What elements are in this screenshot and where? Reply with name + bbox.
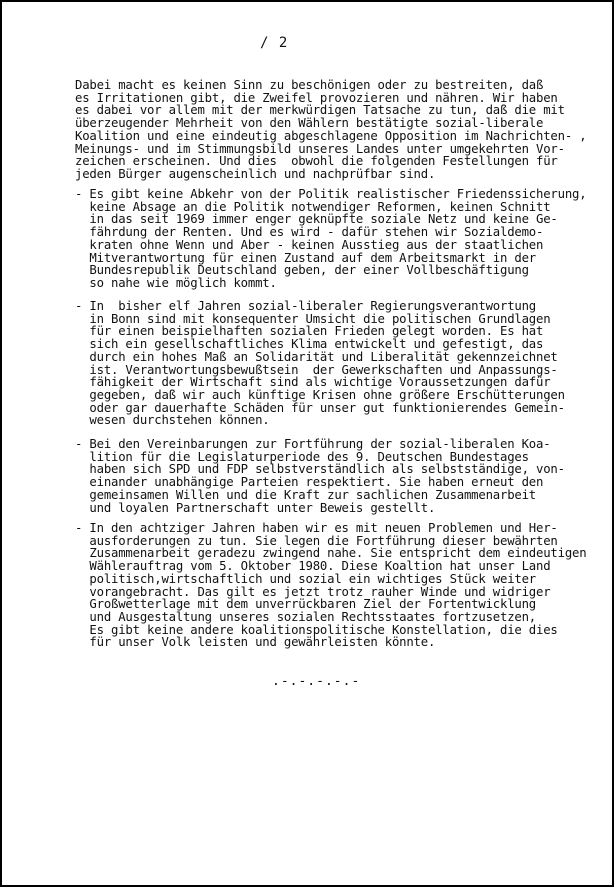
text-line: durch ein hohes Maß an Solidarität und Liberalität gekennzeichnet — [75, 349, 558, 364]
text-line: zeichen erscheinen. Und dies obwohl die folgenden Festellungen für — [75, 154, 558, 169]
text-line: ist. Verantwortungsbewußtsein der Gewerkschaften und Anpassungs- — [75, 362, 558, 377]
text-line: Wählerauftrag vom 5. Oktober 1980. Diese Koaltion hat unser Land — [75, 559, 551, 574]
text-line: Zusammenarbeit geradezu zwingend nahe. Sie entspricht dem eindeutigen — [75, 546, 587, 561]
text-line: kraten ohne Wenn und Aber - keinen Ausstieg aus der staatlichen — [75, 237, 544, 252]
text-line: für unser Volk leisten und gewährleisten könnte. — [75, 635, 436, 650]
text-line: fährdung der Renten. Und es wird - dafür stehen wir Sozialdemo- — [75, 225, 544, 240]
text-line: sich ein gesellschaftliches Klima entwickelt und gefestigt, das — [75, 337, 544, 352]
closing-mark: .-.-.-.-.- — [272, 674, 361, 689]
text-line: in das seit 1969 immer enger geknüpfte soziale Netz und keine Ge- — [75, 212, 558, 227]
text-line: Dabei macht es keinen Sinn zu beschönigen oder zu bestreiten, daß — [75, 78, 544, 92]
text-line: es dabei vor allem mit der merkwürdigen Tatsache zu tun, daß die mit — [75, 103, 565, 118]
text-line: überzeugender Mehrheit von den Wählern bestätigte sozial-liberale — [75, 116, 544, 131]
text-line: Großwetterlage mit dem unverrückbaren Ziel der Fortentwicklung — [75, 597, 537, 612]
text-line: - Bei den Vereinbarungen zur Fortführung der sozial-liberalen Koa- — [75, 437, 551, 451]
text-line: vorangebracht. Das gilt es jetzt trotz rauher Winde und widriger — [75, 584, 551, 599]
bullet-paragraph-4 — [75, 522, 605, 649]
text-line: politisch,wirtschaftlich und sozial ein wichtiges Stück weiter — [75, 571, 537, 586]
bullet-paragraph-3 — [75, 438, 605, 514]
bullet-paragraph-2 — [75, 300, 605, 427]
text-line: es Irritationen gibt, die Zweifel provozieren und nähren. Wir haben — [75, 90, 558, 105]
text-line: haben sich SPD und FDP selbstverständlich als selbstständige, von- — [75, 462, 565, 477]
text-line: für einen beispielhaften sozialen Frieden gelegt worden. Es hat — [75, 324, 544, 339]
text-line: Koalition und eine eindeutig abgeschlagene Opposition im Nachrichten- , — [75, 128, 587, 143]
page-number: / 2 — [260, 35, 289, 51]
text-line: Mitverantwortung für einen Zustand auf dem Arbeitsmarkt in der — [75, 250, 537, 265]
text-line: - In bisher elf Jahren sozial-liberaler Regierungsverantwortung — [75, 299, 537, 313]
text-line: - Es gibt keine Abkehr von der Politik realistischer Friedenssicherung, — [75, 187, 587, 201]
text-line: Es gibt keine andere koalitionspolitische Konstellation, die dies — [75, 622, 558, 637]
text-line: wesen durchstehen können. — [75, 413, 270, 428]
text-line: Bundesrepublik Deutschland geben, der einer Vollbeschäftigung — [75, 263, 529, 278]
intro-paragraph — [75, 79, 605, 181]
text-line: und loyalen Partnerschaft unter Beweis gestellt. — [75, 500, 436, 515]
text-line: fähigkeit der Wirtschaft sind als wichtige Voraussetzungen dafür — [75, 375, 551, 390]
text-line: und Ausgestaltung unseres sozialen Rechtsstaates fortzusetzen, — [75, 609, 537, 624]
text-line: keine Absage an die Politik notwendiger Reformen, keinen Schnitt — [75, 199, 551, 214]
text-line: gemeinsamen Willen und die Kraft zur sachlichen Zusammenarbeit — [75, 487, 537, 502]
text-line: - In den achtziger Jahren haben wir es mit neuen Problemen und Her- — [75, 521, 558, 535]
text-line: in Bonn sind mit konsequenter Umsicht die politischen Grundlagen — [75, 311, 551, 326]
text-line: so nahe wie möglich kommt. — [75, 275, 277, 290]
text-line: lition für die Legislaturperiode des 9. Deutschen Bundestages — [75, 449, 529, 464]
text-line: einander unabhängige Parteien respektiert. Sie haben erneut den — [75, 475, 544, 490]
text-line: oder gar dauerhafte Schäden für unser gut funktionierendes Gemein- — [75, 400, 565, 415]
bullet-paragraph-1 — [75, 188, 605, 290]
text-line: jeden Bürger augenscheinlich und nachprüfbar sind. — [75, 166, 436, 181]
text-line: Meinungs- und im Stimmungsbild unseres Landes unter umgekehrten Vor- — [75, 141, 565, 156]
text-line: gegeben, daß wir auch künftige Krisen ohne größere Erschütterungen — [75, 387, 565, 402]
text-line: ausforderungen zu tun. Sie legen die Fortführung dieser bewährten — [75, 533, 558, 548]
